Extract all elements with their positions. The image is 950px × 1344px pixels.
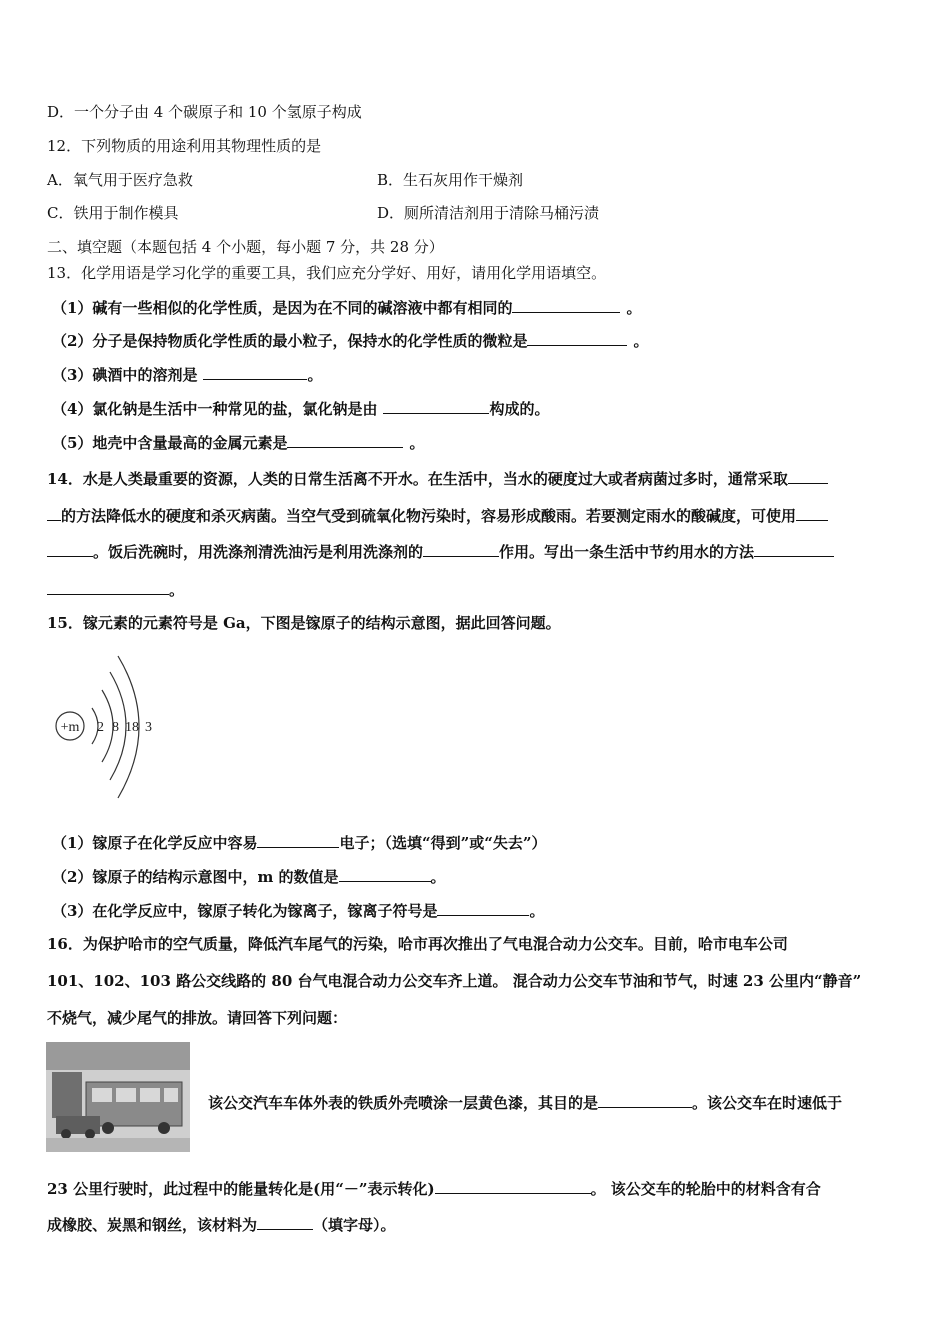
q16-line6	[47, 1214, 396, 1235]
q13-part5	[52, 432, 424, 453]
q13-part4-blank[interactable]	[383, 398, 489, 414]
q13-part1-text: （1）碱有一些相似的化学性质，是因为在不同的碱溶液中都有相同的	[52, 299, 513, 317]
gallium-atom-diagram	[52, 652, 172, 802]
q13-part2-text: （2）分子是保持物质化学性质的最小粒子，保持水的化学性质的微粒是	[52, 332, 528, 350]
q15-part3	[52, 900, 544, 921]
q15-stem: 15．镓元素的元素符号是 Ga，下图是镓原子的结构示意图，据此回答问题。	[47, 614, 561, 632]
q13-part5-text: （5）地壳中含量最高的金属元素是	[52, 434, 288, 452]
q14-line3-text-b: 作用。写出一条生活中节约用水的方法	[499, 543, 755, 561]
shell-electrons-4: 3	[145, 720, 152, 735]
q13-part2-blank[interactable]	[527, 330, 627, 346]
q14-line4-end: 。	[169, 581, 185, 599]
q14-blank2b[interactable]	[47, 541, 93, 557]
q16-line5-text-b: 。 该公交车的轮胎中的材料含有合	[590, 1180, 821, 1198]
q11-option-d: D．一个分子由 4 个碳原子和 10 个氢原子构成	[47, 103, 362, 121]
q16-line1: 16．为保护哈市的空气质量，降低汽车尾气的污染，哈市再次推出了气电混合动力公交车。目前，哈市电车公司	[47, 935, 788, 953]
q16-line6-text-a: 成橡胶、炭黑和钢丝，该材料为	[47, 1216, 258, 1234]
q16-line5-text-a: 23 公里行驶时，此过程中的能量转化是(用“－”表示转化)	[47, 1180, 435, 1198]
q14-blank4b[interactable]	[47, 579, 169, 595]
bus-window-3	[140, 1088, 160, 1102]
q12-option-b: B．生石灰用作干燥剂	[377, 171, 524, 189]
q15-part2-text: （2）镓原子的结构示意图中，m 的数值是	[52, 868, 339, 886]
q16-blank1[interactable]	[598, 1092, 692, 1108]
q16-line3: 不烧气，减少尾气的排放。请回答下列问题：	[47, 1009, 348, 1027]
q13-part5-blank[interactable]	[287, 432, 403, 448]
q13-part3-text: （3）碘酒中的溶剂是	[52, 366, 198, 384]
q16-line5	[47, 1178, 821, 1199]
bus-window-1	[92, 1088, 112, 1102]
q15-part1-text: （1）镓原子在化学反应中容易	[52, 834, 258, 852]
q16-line4	[208, 1092, 842, 1113]
q14-blank1a[interactable]	[788, 468, 828, 484]
q13-part1-end: 。	[626, 299, 642, 317]
q15-part3-text: （3）在化学反应中，镓原子转化为镓离子，镓离子符号是	[52, 902, 438, 920]
photo-roof	[46, 1042, 190, 1070]
shell-electrons-1: 2	[97, 720, 104, 735]
q14-line1-text: 14．水是人类最重要的资源，人类的日常生活离不开水。在生活中，当水的硬度过大或者病菌过多时，通常采取	[47, 470, 788, 488]
q13-part4-text: （4）氯化钠是生活中一种常见的盐，氯化钠是由	[52, 400, 378, 418]
q13-part5-end: 。	[409, 434, 425, 452]
q15-part2	[52, 866, 446, 887]
bus-wheel-rear	[158, 1122, 170, 1134]
q16-blank2[interactable]	[435, 1178, 591, 1194]
q14-line2-text: 的方法降低水的硬度和杀灭病菌。当空气受到硫氧化物污染时，容易形成酸雨。若要测定雨水的酸碱度，可使用	[61, 507, 797, 525]
q13-part4	[52, 398, 549, 419]
nucleus-charge: +m	[60, 720, 80, 735]
q13-part4-end: 构成的。	[489, 400, 550, 418]
q12-option-c: C．铁用于制作模具	[47, 204, 179, 222]
q14-blank3[interactable]	[423, 541, 499, 557]
q15-part1-end: 电子；（选填“得到”或“失去”）	[339, 834, 547, 852]
q13-part2-end: 。	[633, 332, 649, 350]
car-wheel-rear	[85, 1129, 95, 1139]
q16-blank3[interactable]	[257, 1214, 313, 1230]
q15-part3-blank[interactable]	[437, 900, 529, 916]
bus-window-2	[116, 1088, 136, 1102]
q14-line3	[47, 541, 834, 562]
section-heading: 二、填空题（本题包括 4 个小题，每小题 7 分，共 28 分）	[47, 238, 444, 256]
q13-part1-blank[interactable]	[512, 297, 620, 313]
q12-option-d: D．厕所清洁剂用于清除马桶污渍	[377, 204, 600, 222]
q15-part1	[52, 832, 546, 853]
q14-line2	[47, 505, 828, 526]
q13-stem: 13．化学用语是学习化学的重要工具，我们应充分学好、用好，请用化学用语填空。	[47, 264, 607, 282]
q14-blank2a[interactable]	[796, 505, 828, 521]
q13-part2	[52, 330, 648, 351]
q13-part3-blank[interactable]	[203, 364, 307, 380]
q15-part2-end: 。	[430, 868, 446, 886]
shell-electrons-3: 18	[125, 720, 139, 735]
q14-line4	[47, 579, 184, 600]
q14-line1	[47, 468, 828, 489]
q14-blank4a[interactable]	[754, 541, 834, 557]
q13-part3	[52, 364, 322, 385]
q12-option-a: A．氧气用于医疗急救	[47, 171, 193, 189]
car-wheel-front	[61, 1129, 71, 1139]
q14-line3-text-a: 。饭后洗碗时，用洗涤剂清洗油污是利用洗涤剂的	[93, 543, 424, 561]
q14-blank1b[interactable]	[47, 505, 61, 521]
shell-electrons-2: 8	[112, 720, 119, 735]
bus-photo	[46, 1042, 190, 1152]
q16-line2: 101、102、103 路公交线路的 80 台气电混合动力公交车齐上道。 混合动力公交车节油和节气，时速 23 公里内“静音”	[47, 972, 862, 990]
photo-building	[52, 1072, 82, 1118]
q16-line4-text-b: 。该公交车在时速低于	[692, 1094, 843, 1112]
bus-window-4	[164, 1088, 178, 1102]
q16-line4-text-a: 该公交汽车车体外表的铁质外壳喷涂一层黄色漆，其目的是	[208, 1094, 599, 1112]
q16-line6-text-b: （填字母）。	[313, 1216, 396, 1234]
photo-road	[46, 1138, 190, 1152]
bus-wheel-front	[102, 1122, 114, 1134]
q13-part1	[52, 297, 641, 318]
q15-part2-blank[interactable]	[339, 866, 431, 882]
q13-part3-end: 。	[307, 366, 323, 384]
q15-part1-blank[interactable]	[257, 832, 339, 848]
q12-stem: 12．下列物质的用途利用其物理性质的是	[47, 137, 322, 155]
q15-part3-end: 。	[529, 902, 545, 920]
